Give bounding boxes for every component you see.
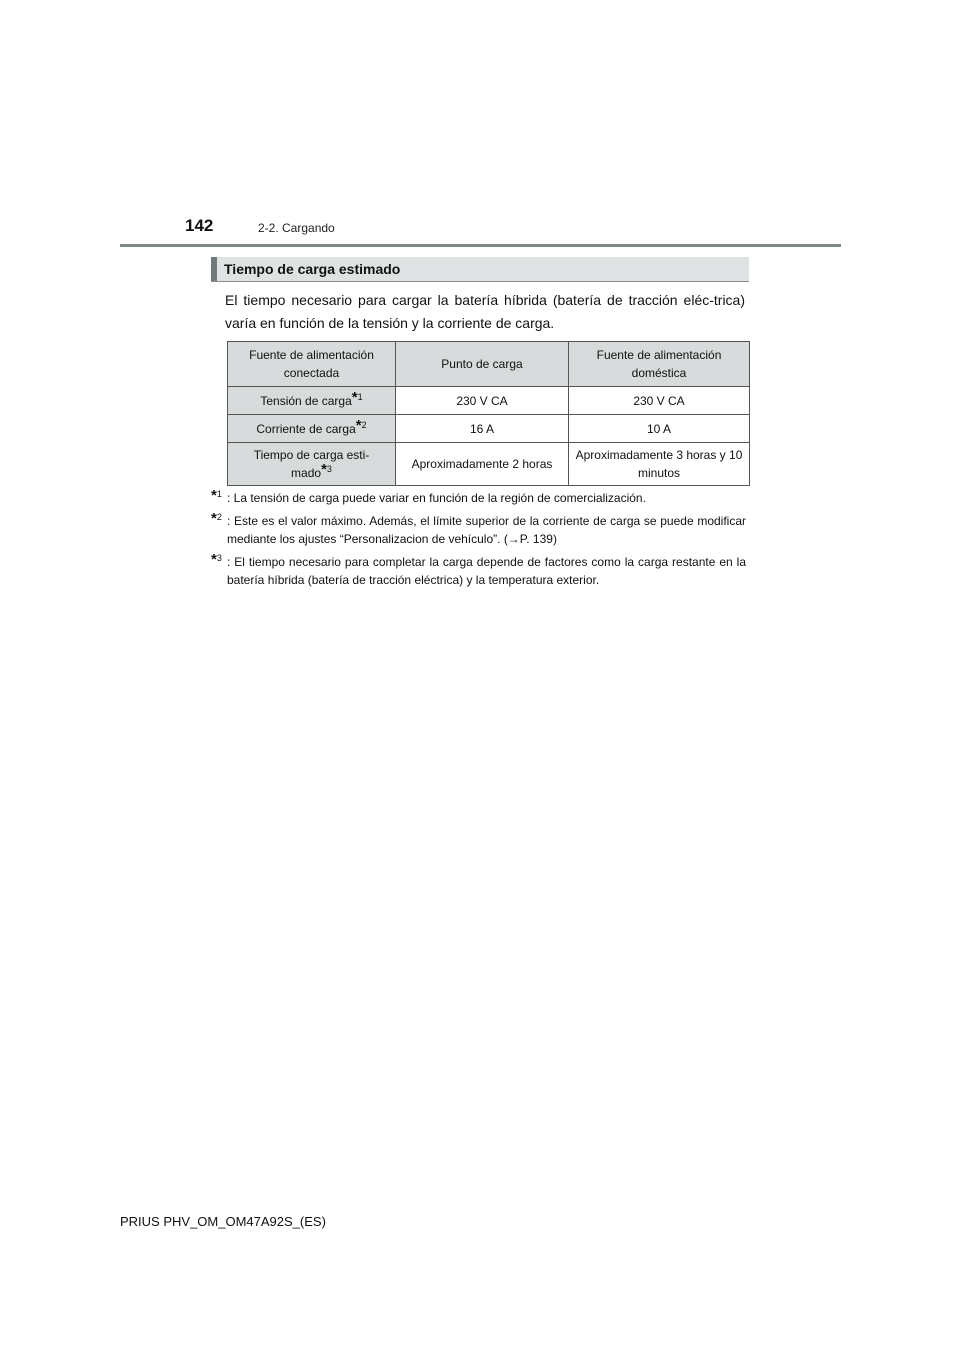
row-label: Corriente de carga — [256, 421, 356, 436]
section-accent — [211, 257, 217, 281]
footnote-ref: 3 — [326, 464, 332, 474]
section-title-bar — [211, 257, 749, 282]
footnote-text: : Este es el valor máximo. Además, el límite superior de la corriente de carga se puede modificar mediante los ajustes “Personalizacion de vehículo”. (→P. 139) — [227, 514, 746, 546]
table-header-cell: Fuente de alimentación conectada — [228, 342, 396, 387]
footnote-mark — [211, 489, 222, 507]
charge-time-table — [227, 341, 750, 486]
section-title: Tiempo de carga estimado — [224, 261, 401, 277]
footnote-ref: 2 — [361, 419, 367, 430]
footnote-number: 3 — [216, 553, 222, 563]
document-footer: PRIUS PHV_OM_OM47A92S_(ES) — [120, 1214, 326, 1229]
table-row — [228, 443, 750, 486]
footnote-text: : El tiempo necesario para completar la carga depende de factores como la carga restante en la batería híbrida (batería de tracción eléctrica) y la temperatura exterior. — [227, 555, 746, 587]
table-header-cell: Fuente de alimentación doméstica — [569, 342, 750, 387]
footnote — [211, 512, 746, 548]
header-rule — [120, 244, 841, 247]
footnote-star: * — [211, 487, 217, 504]
footnote-number: 2 — [216, 512, 222, 522]
footnote-text: : La tensión de carga puede variar en función de la región de comercialización. — [227, 491, 646, 505]
table-cell: 10 A — [569, 415, 750, 443]
table-header-cell: Punto de carga — [396, 342, 569, 387]
row-label-cell — [228, 387, 396, 415]
footnote-ref: 1 — [357, 391, 363, 402]
chapter-heading: 2-2. Cargando — [258, 221, 335, 235]
footnote-star: * — [355, 416, 362, 434]
intro-paragraph: El tiempo necesario para cargar la batería híbrida (batería de tracción eléc-trica) varía en función de la tensión y la corriente de carga. — [225, 292, 745, 331]
footnote-number: 1 — [216, 489, 222, 499]
row-label: Tensión de carga — [260, 393, 352, 408]
row-label-cell — [228, 443, 396, 486]
row-label-cell — [228, 415, 396, 443]
page-number: 142 — [185, 216, 214, 235]
table-cell: 230 V CA — [396, 387, 569, 415]
footnote — [211, 553, 746, 589]
row-label: Tiempo de carga esti-mado — [253, 448, 370, 480]
footnote-star: * — [211, 551, 217, 568]
footnote-star: * — [351, 388, 358, 406]
table-cell: 230 V CA — [569, 387, 750, 415]
table-cell: 16 A — [396, 415, 569, 443]
footnote — [211, 489, 746, 507]
table-row — [228, 387, 750, 415]
footnote-star: * — [211, 510, 217, 527]
footnote-star: * — [321, 461, 327, 478]
table-row — [228, 415, 750, 443]
table-cell: Aproximadamente 3 horas y 10 minutos — [569, 443, 750, 486]
table-cell: Aproximadamente 2 horas — [396, 443, 569, 486]
footnote-mark — [211, 512, 222, 530]
footnote-mark — [211, 553, 222, 571]
footnotes — [211, 489, 746, 594]
table-header-row — [228, 342, 750, 387]
